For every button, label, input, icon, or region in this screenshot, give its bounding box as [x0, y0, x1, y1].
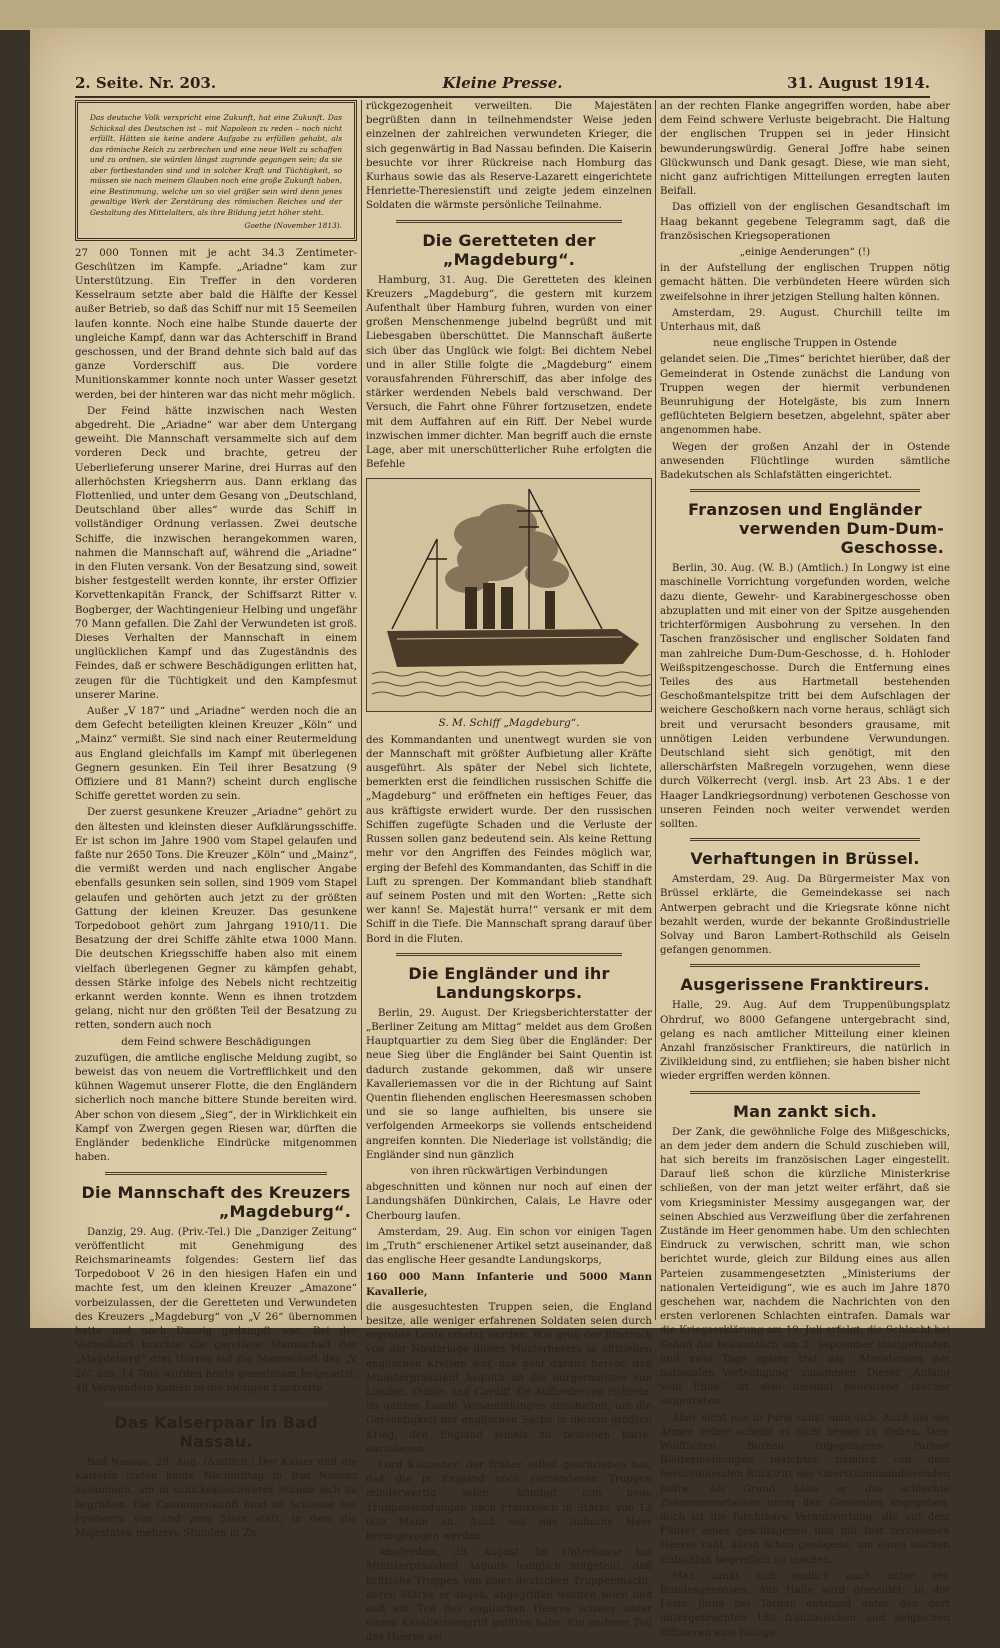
- article-paragraph: Hamburg, 31. Aug. Die Geretteten des kleinen Kreuzers „Magdeburg“, die gestern mit kurzem Aufenthalt über Hamburg fuhren, wurden von einer großen Menschenmenge jubelnd begrüßt und mit Liebesgaben überschüttet. Die Mannschaft äußerte sich über das Unglück wie folgt: Bei dichtem Nebel und in aller Stille folgte die „Magdeburg“ einem vorausfahrenden Führerschiff, das aber infolge des stärker werdenden Nebels bald verschwand. Der Versuch, die Fahrt ohne Führer fortzusetzen, endete mit dem Auffahren auf ein Riff. Der Nebel wurde inzwischen immer dichter. Man begriff auch die ernste Lage, aber mit unerschütterlicher Ruhe erfolgten die Befehle: [366, 274, 652, 471]
- headline-line: Franzosen und Engländer: [688, 500, 922, 520]
- article-paragraph: in der Aufstellung der englischen Truppen nötig gemacht hätten. Die verbündeten Heere würden sich zweifelsohne in ihrer jetzigen Stellung halten können.: [660, 263, 950, 303]
- quote-text: Das deutsche Volk verspricht eine Zukunft, hat eine Zukunft. Das Schicksal des Deutschen ist – mit Napoleon zu reden – noch nicht erfüllt. Hätten sie keine andere Aufgabe zu erfüllen gehabt, als das römische Reich zu zerbrechen und eine neue Welt zu schaffen und zu ordnen, sie würden längst zugrunde gegangen sein; da sie aber fortbestanden sind und in solcher Kraft und Tüchtigkeit, so müssen sie nach meinem Glauben noch eine große Zukunft haben, eine Bestimmung, welche um so viel größer sein wird denn jenes gewaltige Werk der Zerstörung des römischen Reiches und der Gestaltung des Mittelalters, als ihre Bildung jetzt höher steht.: [90, 113, 342, 217]
- column-rule-2: [655, 100, 656, 1320]
- goethe-quote-box: [75, 100, 357, 241]
- article-paragraph: Amsterdam, 29. Aug. Da Bürgermeister Max von Brüssel erklärte, die Gemeindekasse sei nach Antwerpen gebracht und die Kriegsrate könne nicht bezahlt werden, wurde der bekannte Großindustrielle Solvay und Baron Lambert-Rothschild als Geiseln gefangen genommen.: [660, 874, 950, 957]
- headline-kaiserpaar: Das Kaiserpaar in Bad Nassau.: [114, 1412, 318, 1451]
- headline-line: verwenden Dum-Dum-Geschosse.: [738, 519, 944, 558]
- article-paragraph: des Kommandanten und unentwegt wurden sie von der Mannschaft mit größter Aufbietung aller Kräfte ausgeführt. Als später der Nebel sich lichtete, bemerkten erst die feindlichen russischen Schiffe die „Magdeburg“ und eröffneten ein heftiges Feuer, das aus kräftigste erwidert wurde. Der den russischen Schiffen zugefügte Schaden und die Verluste der Russen sollen ganz bedeutend sein. Als keine Rettung mehr vor den Angriffen des Feindes möglich war, erging der Befehl des Kommandanten, das Schiff in die Luft zu sprengen. Der Kommandant blieb standhaft auf seinem Posten und mit den Worten: „Rette sich wer kann! Se. Majestät hurra!“ versank er mit dem Schiff in die Tiefe. Die Mannschaft sprang darauf über Bord in die Fluten.: [366, 734, 652, 945]
- section-divider: [105, 1172, 327, 1175]
- headline-landungskorps: Die Engländer und ihr Landungskorps.: [408, 963, 610, 1002]
- article-paragraph: abgeschnitten und können nur noch auf einen der Landungshäfen Dünkirchen, Calais, Le Havre oder Cherbourg laufen.: [366, 1182, 652, 1222]
- article-subhead: von ihren rückwärtigen Verbindungen: [410, 1165, 608, 1177]
- article-paragraph: Berlin, 29. August. Der Kriegsberichterstatter der „Berliner Zeitung am Mittag“ meldet aus dem Großen Hauptquartier zu dem Sieg über die Engländer: Der neue Sieg über die Engländer bei Saint Quentin ist dadurch zustande gekommen, daß wir unsere Kavalleriemassen vor die in der Richtung auf Saint Quentin fliehenden englischen Heeresmassen schoben und sie so lange aufhielten, bis unsere sie verfolgenden Armeekorps sie vollends entscheidend angreifen konnten. Die Niederlage ist vollständig; die Engländer sind nun gänzlich: [366, 1007, 652, 1161]
- article-paragraph: Halle, 29. Aug. Auf dem Truppenübungsplatz Ohrdruf, wo 8000 Gefangene untergebracht sind, gelang es nach amtlicher Mitteilung einer kleinen Anzahl französischer Franktireurs, die natürlich in Zivilkleidung sind, zu entfliehen; sie haben bisher nicht wieder ergriffen werden können.: [660, 1000, 950, 1083]
- section-divider: [105, 1402, 327, 1405]
- article-subhead: dem Feind schwere Beschädigungen: [121, 1036, 311, 1048]
- article-subhead: „einige Aenderungen“ (!): [739, 247, 871, 259]
- section-divider: [690, 489, 920, 492]
- section-divider: [396, 220, 622, 223]
- article-paragraph: Amsterdam, 29. August. Churchill teilte im Unterhaus mit, daß: [660, 307, 950, 334]
- headline-geretteten: Die Geretteten der „Magdeburg“.: [422, 230, 596, 269]
- section-divider: [690, 1091, 920, 1094]
- article-paragraph: rückgezogenheit verweilten. Die Majestäten begrüßten dann in teilnehmendster Weise jeden einzelnen der zahlreichen verwundeten Krieger, die sich gegenwärtig in Bad Nassau befinden. Die Kaiserin besuchte vor ihrer Rückreise nach Homburg das Kurhaus sowie das als Reserve-Lazarett eingerichtete Henriette-Theresienstift und zeigte jedem einzelnen Soldaten die wärmste persönliche Teilnahme.: [366, 101, 652, 212]
- article-paragraph: Man zankt sich endlich auch unter den Bundesgenossen. Aus Halle wird gemeldet: In der Feste Jinna bei Torgau entstand unter den dort untergebrachten 180 französischen und belgischen Offizieren eine blutige: [660, 1570, 950, 1639]
- article-paragraph: an der rechten Flanke angegriffen worden, habe aber dem Feind schwere Verluste beigebracht. Die Haltung der englischen Truppen sei in jeder Hinsicht bewunderungswürdig. General Joffre habe seinen Glückwunsch und Dank gesagt. Diese, wie man sieht, nicht ganz aufrichtigen Mitteilungen erregten lauten Beifall.: [660, 101, 950, 198]
- page-number: 2. Seite. Nr. 203.: [75, 74, 217, 92]
- issue-date: 31. August 1914.: [787, 74, 930, 92]
- article-paragraph: Der Feind hätte inzwischen nach Westen abgedreht. Die „Ariadne“ war aber dem Untergang geweiht. Die Mannschaft versammelte sich auf dem vorderen Deck und brachte, getreu der Ueberlieferung unserer Marine, drei Hurras auf den allerhöchsten Kriegsherrn aus. Dann erklang das Flottenlied, und unter dem Gesang von „Deutschland, Deutschland über alles“ wurde das Schiff in vollständiger Ordnung verlassen. Zwei deutsche Schiffe, die inzwischen herangekommen waren, nahmen die Mannschaft auf, während die „Ariadne“ in den Fluten versank. Von der Besatzung sind, soweit bisher festgestellt werden konnte, ihr erster Offizier Korvettenkapitän Franck, der Schiffsarzt Ritter v. Bogberger, der Wachtingenieur Helbing und ungefähr 70 Mann gefallen. Die Zahl der Verwundeten ist groß. Dieses Verhalten der Mannschaft in einem unglücklichen Kampf und das Zugeständnis des Feindes, daß er schwere Beschädigungen erlitten hat, zeugen für die Tüchtigkeit und den Kampfesmut unserer Marine.: [75, 405, 357, 701]
- headline-dumdum: [660, 500, 950, 557]
- page-header: [75, 70, 930, 98]
- headline-mannschaft: [75, 1183, 357, 1221]
- column-1: [75, 100, 357, 1543]
- section-divider: [690, 964, 920, 967]
- article-paragraph: Amsterdam, 29. August. Im Unterhause hat Ministerpräsident Asquith lediglich mitgeteilt, daß britische Truppen von einer deutschen Truppenmacht, deren Stärke er angab, angegriffen worden seien und daß ein Teil des englischen Heeres schwer unter einem Kavallerieangriff gelitten habe. Ein anderer Teil des Heeres sei: [366, 1547, 652, 1644]
- quote-signature: Goethe (November 1813).: [244, 221, 342, 230]
- article-paragraph: Das offiziell von der englischen Gesandtschaft im Haag bekannt gegebene Telegramm sagt, daß die französischen Kriegsoperationen: [660, 202, 950, 242]
- article-paragraph: Berlin, 30. Aug. (W. B.) (Amtlich.) In Longwy ist eine maschinelle Vorrichtung vorgefunden worden, welche dazu diente, Gewehr- und Karabinergeschosse oben abzuplatten und mit einer von der Spitze ausgehenden trichterförmigen Ausbohrung zu versehen. In den Taschen französischer und englischer Soldaten fand man zahlreiche Dum-Dum-Geschosse, d. h. Hohloder Weißspitzengeschosse. Durch die Entfernung eines Teiles des aus Hartmetall bestehenden Geschoßmantelspitze tritt bei dem Aufschlagen der weichere Geschoßkern nach vorne heraus, schlägt sich breit und verursacht besonders grausame, mit unnötigen Leiden verbundene Verwundungen. Deutschland sieht sich genötigt, mit den allerschärfsten Maßregeln vorzugehen, wenn diese durch Völkerrecht (vergl. insb. Art 23 Abs. 1 e der Haager Landkriegsordnung) verbotenen Geschosse von unseren Feinden noch weiter verwendet werden sollten.: [660, 563, 950, 830]
- column-3: [660, 100, 950, 1643]
- headline-man-zankt-sich: Man zankt sich.: [733, 1101, 877, 1121]
- article-paragraph: gelandet seien. Die „Times“ berichtet hierüber, daß der Gemeinderat in Ostende zunächst die Landung von Truppen wegen der hiermit verbundenen Beunruhigung der Hotelgäste, bis zum Innern geflüchteten Belgiern besetzen, abgelehnt, später aber angenommen habe.: [660, 354, 950, 437]
- article-paragraph: Der Zank, die gewöhnliche Folge des Mißgeschicks, an dem jeder dem andern die Schuld zuschieben will, hat sich bereits im französischen Lager eingestellt. Darauf ließ schon die kürzliche Ministerkrise schließen, von der man jetzt weiter erfährt, daß sie vom Kriegsminister Messimy ausgegangen war, der seinen Abschied aus Verzweiflung über die zerfahrenen Zustände im Heer genommen habe. Um den schlechten Eindruck zu verwischen, schritt man, wie schon berichtet wurde, gleich zur Bildung eines aus allen Parteien zusammengesetzten „Ministeriums der nationalen Verteidigung“, wie es auch im Jahre 1870 geschehen war, nachdem die Nachrichten von den ersten verlorenen Schlachten eintrafen. Damals war die Kriegserklärung am 19. Juli erfolgt, die Schlacht bei Sedan hat bekanntlich am 2. September stattgefunden und zwei Tage später trat das „Ministerium der nationalen Verteidigung“ zusammen. Dieser „Anfang vom Ende“ ist also diesmal bedeutend rascher eingetreten.: [660, 1126, 950, 1408]
- section-divider: [396, 953, 622, 956]
- ship-illustration: [366, 478, 652, 712]
- article-paragraph: die ausgesuchtesten Truppen seien, die England besitze, alle weniger erfahrenen Soldaten seien durch erprobte Leute ersetzt worden. Wie groß der Eindruck von der Niederlage dieses Musterheeres in offiziellen englischen Kreisen war, das geht daraus hervor, daß Ministerpräsident Asquith an die Bürgermeister von London, Dublin und Cardiff die Aufforderung richtete, im ganzen Lande Versammlungen abzuhalten, um die Gerechtigkeit der englischen Sache in diesem größten Krieg, den England jemals zu bestehen hatte, darzulegen.: [366, 1301, 652, 1455]
- article-subhead: neue englische Truppen in Ostende: [713, 338, 897, 350]
- headline-line: Die Mannschaft des Kreuzers: [81, 1182, 351, 1202]
- page-fold-top: [0, 0, 1000, 30]
- article-paragraph: zuzufügen, die amtliche englische Meldung zugibt, so beweist das von neuem die Vortrefflichkeit und den kühnen Wagemut unserer Flotte, die den Engländern sicherlich noch manche bittere Stunde bereiten wird. Aber schon von diesem „Sieg“, der in Wirklichkeit ein Kampf von Zwergen gegen Riesen war, dürften die Engländer bedenkliche Eindrücke mitgenommen haben.: [75, 1052, 357, 1164]
- article-paragraph: Der zuerst gesunkene Kreuzer „Ariadne“ gehört zu den ältesten und kleinsten dieser Aufklärungsschiffe. Er ist schon im Jahre 1900 vom Stapel gelaufen und faßte nur 2650 Tons. Die Kreuzer „Köln“ und „Mainz“, die vermißt werden und nach englischer Angabe ebenfalls gesunken sein sollen, sind 1909 vom Stapel gelaufen und gehörten auch jetzt zu der größten Gattung der kleinen Kreuzer. Das gesunkene Torpedoboot gehört zum Jahrgang 1910/11. Die Besatzung der drei Schiffe zählte etwa 1000 Mann. Die deutschen Kriegsschiffe haben also mit einem vielfach überlegenen Gegner zu kämpfen gehabt, dessen Stärke infolge des Nebels nicht rechtzeitig erkannt werden konnte. Wenn es ihnen trotzdem gelang, nicht nur den größten Teil der Besatzung zu retten, sondern auch noch: [75, 807, 357, 1032]
- column-rule-1: [361, 100, 362, 1320]
- ship-hull: [387, 629, 639, 667]
- illustration-caption: S. M. Schiff „Magdeburg“.: [438, 717, 580, 730]
- article-paragraph: Außer „V 187“ und „Ariadne“ werden noch die an dem Gefecht beteiligten kleinen Kreuzer „Köln“ und „Mainz“ vermißt. Sie sind nach einer Reutermeldung aus England gleichfalls im Kampf mit überlegenen Gegnern gesunken. Ein Teil ihrer Besatzung (9 Offiziere und 81 Mann?) scheint durch englische Schiffe gerettet worden zu sein.: [75, 706, 357, 803]
- headline-franktireurs: Ausgerissene Franktireurs.: [680, 975, 930, 995]
- headline-bruessel: Verhaftungen in Brüssel.: [690, 849, 920, 869]
- headline-line: „Magdeburg“.: [218, 1201, 351, 1221]
- article-bold-line: 160 000 Mann Infanterie und 5000 Mann Kavallerie,: [366, 1271, 652, 1298]
- article-paragraph: Danzig, 29. Aug. (Priv.-Tel.) Die „Danziger Zeitung“ veröffentlicht mit Genehmigung des Reichsmarineamts folgendes: Gestern lief das Torpedoboot V 26 in den hiesigen Hafen ein und machte fest, um den kleinen Kreuzer „Amazone“ vorbeizulassen, der die Geretteten und Verwundeten des Kreuzers „Magdeburg“ von „V 26“ übernommen hatte und nach Danzig gedampft war. Bei der Vorbeifahrt brachte die gerettete Mannschaft der „Magdeburg“ drei Hurras auf die Mannschaft des „V 26“ aus. 14 Tote wurden heute gemeinsam beigesetzt. 40 Verwundete kamen in die hiesigen Lazarette.: [75, 1226, 357, 1394]
- section-divider: [690, 838, 920, 841]
- article-paragraph: Bad Nassau, 29. Aug. (Amtlich.) Der Kaiser und die Kaiserin trafen heute Nachmittag in Bad Nassau zusammen, um in schicksalsschwerer Stunde sich zu begrüßen. Die Zusammenkunft fand im Schlosse des Freiherrn von und zum Stein statt, in dem die Majestäten mehrere Stunden in Zu-: [75, 1456, 357, 1539]
- ship-engraving: [367, 479, 651, 711]
- newspaper-title: Kleine Presse.: [442, 74, 563, 92]
- article-paragraph: Wegen der großen Anzahl der in Ostende anwesenden Flüchtlinge wurden sämtliche Badekutschen als Schlafstätten eingerichtet.: [660, 441, 950, 482]
- article-paragraph: 27 000 Tonnen mit je acht 34.3 Zentimeter-Geschützen im Kampfe. „Ariadne“ kam zur Unterstützung. Ein Treffer in den vorderen Kesselraum setzte aber bald die Hälfte der Kessel außer Betrieb, so daß das Schiff nur mit 15 Seemeilen laufen konnte. Noch eine halbe Stunde dauerte der ungleiche Kampf, dann war das Achterschiff in Brand geschossen, und der Brand dehnte sich bald auf das ganze Vorderschiff aus. Die vordere Munitionskammer konnte noch unter Wasser gesetzt werden, bei der hinteren war das nicht mehr möglich.: [75, 247, 357, 401]
- article-paragraph: Aber nicht nur in Paris zankt man sich. Auch bei der Armee selber scheint es nicht besser zu stehen. Dem Wolffschen Bureau zugegangene Pariser Blättermeldungen berichten nämlich von dem bevorstehenden Rücktritt des Oberstkommandierenden Joffre. Als Grund habe er das schlechte Zusammenarbeiten unter den Generälen angegeben, doch ist die furchtbare Verantwortung, die auf dem Führer eines geschlagenen und mit fast zerrissenen Heeres ruht, allein schon genügend, um einen solchen Entschluß begreiflich zu machen.: [660, 1412, 950, 1566]
- column-2: [366, 100, 652, 1648]
- article-paragraph: Lord Kitchener, der früher selbst geschrieben hat, daß die in England noch vorhandenen Truppen minderwertig seien, kündigt nun neue Truppensendungen nach Frankreich in Stärke von 12 000 Mann an. Auch soll das indische Heer herangezogen werden.: [366, 1460, 652, 1543]
- article-paragraph: Amsterdam, 29. Aug. Ein schon vor einigen Tagen im „Truth“ erschienener Artikel setzt auseinander, daß das englische Heer gesandte Landungskorps,: [366, 1226, 652, 1267]
